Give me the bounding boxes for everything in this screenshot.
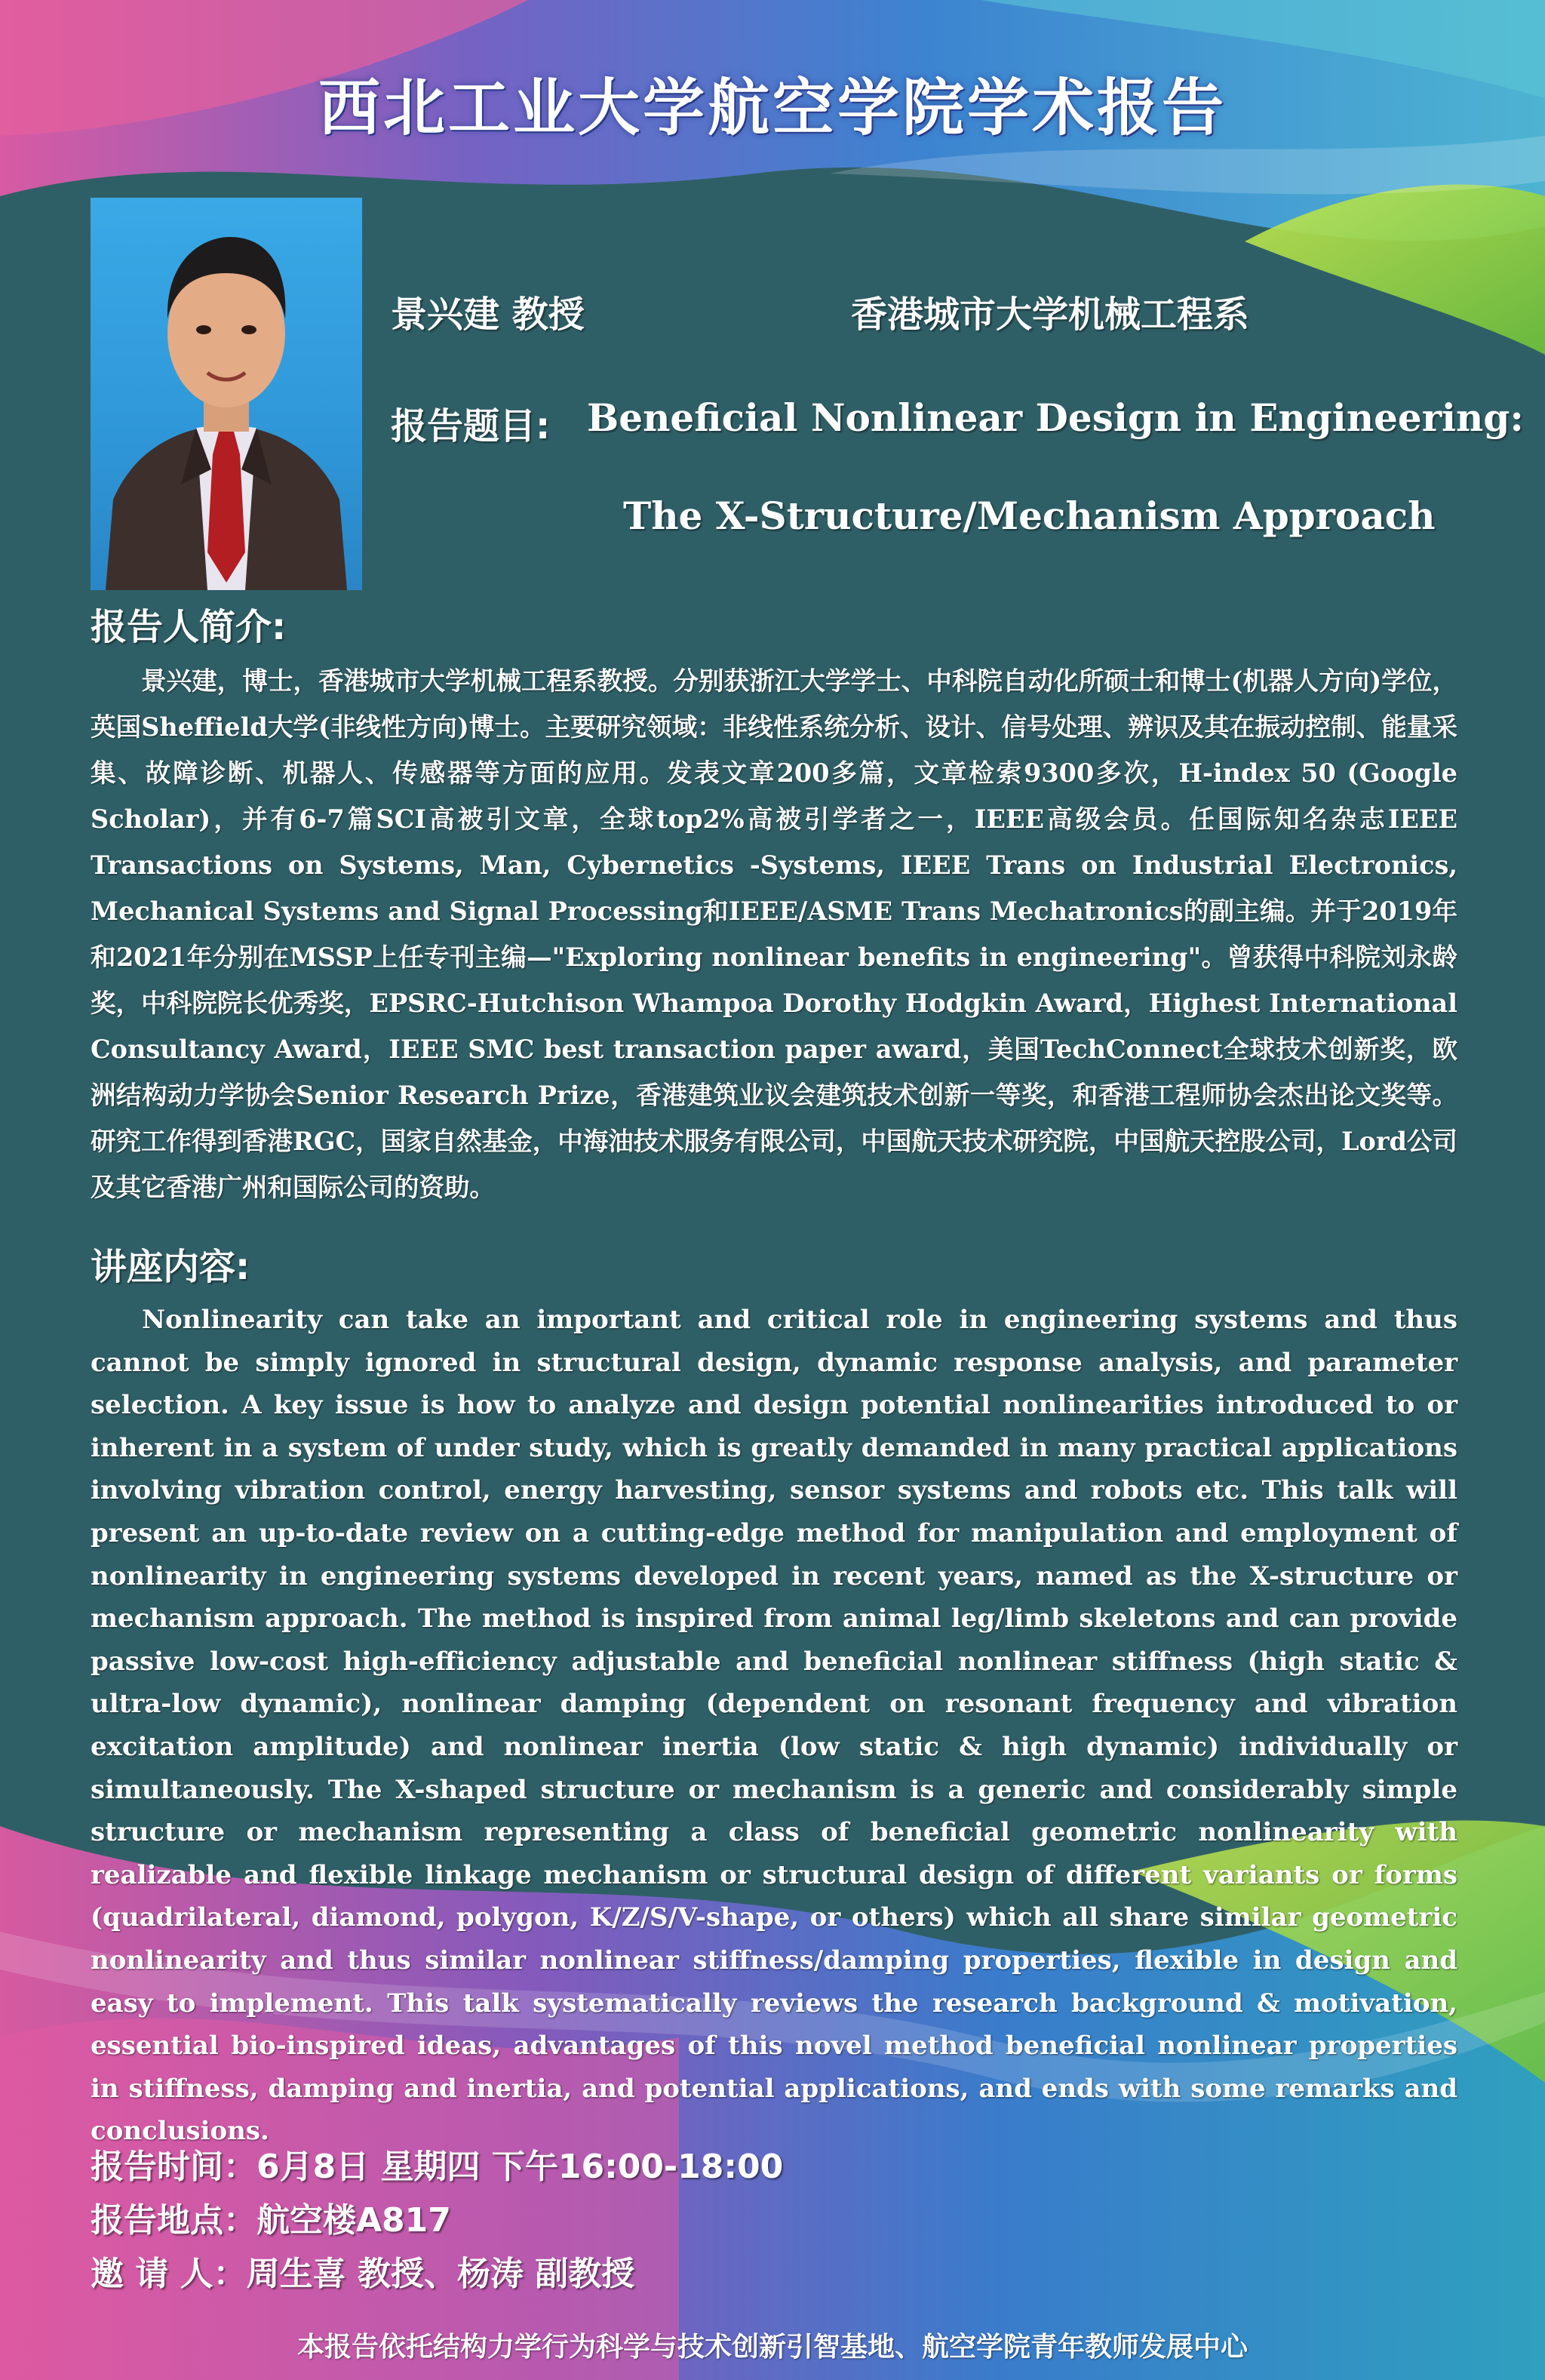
lecture-abstract: Nonlinearity can take an important and critical role in engineering systems and thus cannot be simply ignored in structural design, dynamic response analysis, and parameter selection. A key issue is how to analyze and design potential nonlinearities introduced to or inherent in a system of under study, which is greatly demanded in many practical applications involving vibration control, energy harvesting, sensor systems and robots etc. This talk will present an up-to-date review on a cutting-edge method for manipulation and employment of nonlinearity in engineering systems developed in recent years, named as the X-structure or mechanism approach. The method is inspired from animal leg/limb skeletons and can provide passive low-cost high-efficiency adjustable and beneficial nonlinear stiffness (high static & ultra-low dynamic), nonlinear damping (dependent on resonant frequency and vibration excitation amplitude) and nonlinear inertia (low static & high dynamic) individually or simultaneously. The X-shaped structure or mechanism is a generic and considerably simple structure or mechanism representing a class of beneficial geometric nonlinearity with realizable and flexible linkage mechanism or structural design of different variants or forms (quadrilateral, diamond, polygon, K/Z/S/V-shape, or others) which all share similar geometric nonlinearity and thus similar nonlinear stiffness/damping properties, flexible in design and easy to implement. This talk systematically reviews the research background & motivation, essential bio-inspired ideas, advantages of this novel method beneficial nonlinear properties in stiffness, damping and inertia, and potential applications, and ends with some remarks and conclusions.: [91, 1305, 1457, 2147]
lecture-heading: 讲座内容:: [91, 1246, 250, 1288]
event-location: 报告地点：航空楼A817: [91, 2201, 451, 2240]
poster-title: 西北工业大学航空学院学术报告: [318, 72, 1227, 144]
footer-note: 本报告依托结构力学行为科学与技术创新引智基地、航空学院青年教师发展中心: [296, 2332, 1248, 2363]
event-time: 报告时间：6月8日 星期四 下午16:00-18:00: [91, 2148, 784, 2186]
speaker-photo: [91, 198, 362, 590]
event-inviters: 邀 请 人：周生喜 教授、杨涛 副教授: [91, 2255, 635, 2293]
topic-title-line2: The X-Structure/Mechanism Approach: [623, 494, 1436, 538]
bio-heading: 报告人简介:: [91, 606, 287, 648]
topic-title-line1: Beneficial Nonlinear Design in Engineering:: [587, 395, 1524, 440]
bio-text: 景兴建，博士，香港城市大学机械工程系教授。分别获浙江大学学士、中科院自动化所硕士和博士(机器人方向)学位，英国Sheffield大学(非线性方向)博士。主要研究领域：非线性系统分析、设计、信号处理、辨识及其在振动控制、能量采集、故障诊断、机器人、传感器等方面的应用。发表文章200多篇，文章检索9300多次，H-index 50 (Google Scholar)，并有6-7篇SCI高被引文章，全球top2%高被引学者之一，IEEE高级会员。任国际知名杂志IEEE Transactions on Systems, Man, Cybernetics -Systems, IEEE Trans on Industrial Electronics, Mechanical Systems and Signal Processing和IEEE/ASME Trans Mechatronics的副主编。并于2019年和2021年分别在MSSP上任专刊主编—"Exploring nonlinear benefits in engineering"。曾获得中科院刘永龄奖，中科院院长优秀奖，EPSRC-Hutchison Whampoa Dorothy Hodgkin Award，Highest International Consultancy Award，IEEE SMC best transaction paper award，美国TechConnect全球技术创新奖，欧洲结构动力学协会Senior Research Prize，香港建筑业议会建筑技术创新一等奖，和香港工程师协会杰出论文奖等。研究工作得到香港RGC，国家自然基金，中海油技术服务有限公司，中国航天技术研究院，中国航天控股公司，Lord公司及其它香港广州和国际公司的资助。: [91, 666, 1457, 1202]
speaker-portrait-image: [91, 198, 362, 590]
speaker-affiliation: 香港城市大学机械工程系: [851, 294, 1250, 336]
speaker-name: 景兴建 教授: [391, 294, 585, 336]
topic-label: 报告题目:: [391, 405, 551, 447]
